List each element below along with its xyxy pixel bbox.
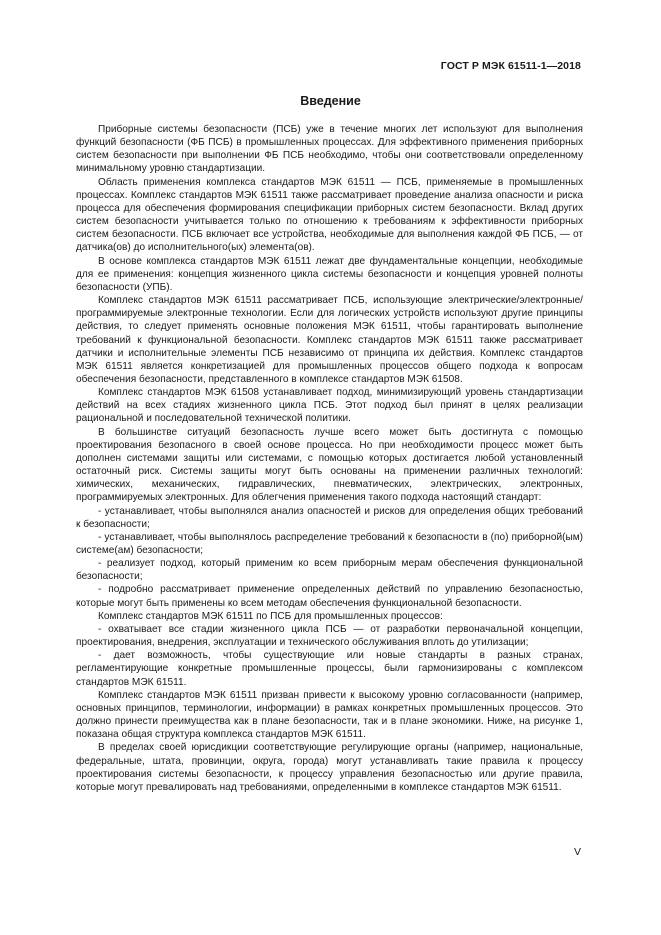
paragraph: В пределах своей юрисдикции соответствующие регулирующие органы (например, национальные, федеральные, штата, провинции, округа, города) могут устанавливать такие правила к процессу проектирования системы безопасности, к процессу управления безопасностью или другие правила, которые могут превалировать над требованиями, определенными в комплексе стандартов МЭК 61511. (76, 742, 583, 793)
page-number: V (573, 846, 581, 858)
list-item: - подробно рассматривает применение определенных действий по управлению безопасностью, которые могут быть применены ко всем методам обеспечения функциональной безопасности. (76, 584, 583, 609)
paragraph: В большинстве ситуаций безопасность лучше всего может быть достигнута с помощью проектирования безопасного в своей основе процесса. Но при необходимости процесс может быть дополнен системами защиты или системами, с помощью которых достигается любой установленный остаточный риск. Системы защиты могут быть основаны на применении различных технологий: химических, механических, гидравлических, пневматических, электрических, электронных, программируемых электронных. Для облегчения применения такого подхода настоящий стандарт: (76, 426, 583, 504)
paragraph: Комплекс стандартов МЭК 61511 рассматривает ПСБ, использующие электрические/электронные/программируемые электронные технологии. Если для логических устройств используют другие принципы действия, то следует применять основные положения МЭК 61511, чтобы гарантировать выполнение требований к функциональной безопасности. Комплекс стандартов МЭК 61511 также рассматривает датчики и исполнительные элементы ПСБ независимо от принципа их действия. Комплекс стандартов МЭК 61511 является конкретизацией для промышленных процессов общего подхода к вопросам обеспечения безопасности, представленного в комплексе стандартов МЭК 61508. (76, 295, 583, 385)
body-text (76, 123, 583, 794)
paragraph: Комплекс стандартов МЭК 61508 устанавливает подход, минимизирующий уровень стандартизации действий на всех стадиях жизненного цикла ПСБ. Этот подход был принят в целях реализации рациональной и последовательной технической политики. (76, 387, 583, 425)
paragraph: Комплекс стандартов МЭК 61511 по ПСБ для промышленных процессов: (98, 610, 443, 622)
list-item: - реализует подход, который применим ко всем приборным мерам обеспечения функциональной безопасности; (76, 558, 583, 583)
section-title: Введение (300, 94, 361, 108)
list-item: - охватывает все стадии жизненного цикла ПСБ — от разработки первоначальной концепции, проектирования, внедрения, эксплуатации и технического обслуживания вплоть до утилизации; (76, 623, 583, 649)
list-item: - устанавливает, чтобы выполнялся анализ опасностей и рисков для определения общих требований к безопасности; (76, 505, 583, 530)
list-item: - дает возможность, чтобы существующие или новые стандарты в разных странах, регламентирующие конкретные промышленные процессы, были гармонизированы с комплексом стандартов МЭК 61511. (76, 650, 583, 688)
paragraph: Приборные системы безопасности (ПСБ) уже в течение многих лет используют для выполнения функций безопасности (ФБ ПСБ) в промышленных процессах. Для эффективного применения приборных систем безопасности при выполнении ФБ ПСБ необходимо, чтобы они соответствовали определенному минимальному уровню стандартизации. (76, 124, 583, 175)
paragraph: В основе комплекса стандартов МЭК 61511 лежат две фундаментальные концепции, необходимые для ее применения: концепция жизненного цикла системы безопасности и концепция уровней полноты безопасности (УПБ). (76, 255, 583, 293)
paragraph: Область применения комплекса стандартов МЭК 61511 — ПСБ, применяемые в промышленных процессах. Комплекс стандартов МЭК 61511 также рассматривает проведение анализа опасности и риска процесса для обеспечения формирования спецификации приборных систем безопасности. Вклад других систем безопасности учитывается только по отношению к требованиям к эффективности приборных систем безопасности. ПСБ включает все устройства, необходимые для выполнения каждой ФБ ПСБ, — от датчика(ов) до исполнительного(ых) элемента(ов). (76, 176, 583, 254)
standard-header: ГОСТ Р МЭК 61511-1—2018 (440, 60, 581, 72)
paragraph: Комплекс стандартов МЭК 61511 призван привести к высокому уровню согласованности (например, основных принципов, терминологии, информации) в рамках конкретных промышленных процессов. Это должно принести преимущества как в плане безопасности, так и в плане экономики. Ниже, на рисунке 1, показана общая структура комплекса стандартов МЭК 61511. (76, 689, 583, 741)
list-item: - устанавливает, чтобы выполнялось распределение требований к безопасности в (по) приборной(ым) системе(ам) безопасности; (76, 531, 583, 556)
